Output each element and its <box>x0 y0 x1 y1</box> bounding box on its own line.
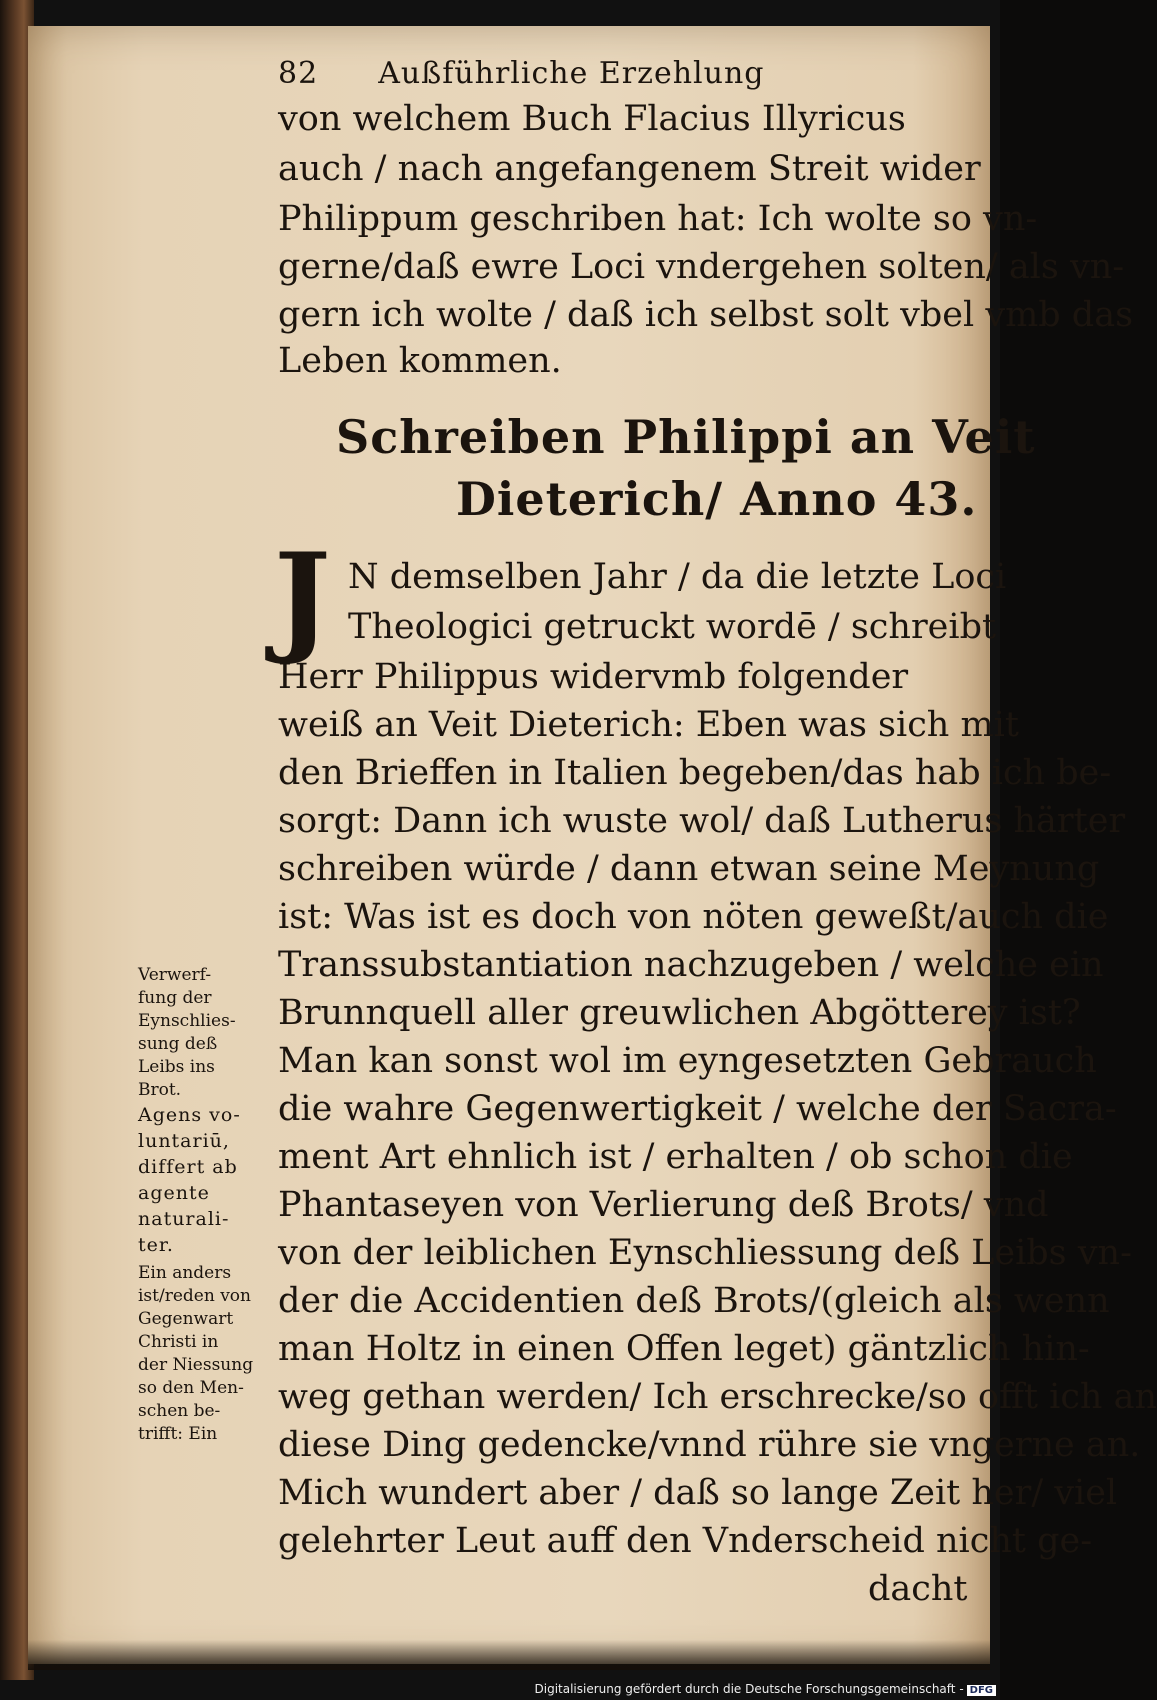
intro-line: gern ich wolte / daß ich selbst solt vbel vmb das <box>278 295 1134 335</box>
marginal-note-line: schen be- <box>138 1401 221 1421</box>
body-line: Transsubstantiation nachzugeben / welche ein <box>278 945 1104 985</box>
body-line: gelehrter Leut auff den Vnderscheid nicht ge- <box>278 1521 1093 1561</box>
credit-text: Digitalisierung gefördert durch die Deutsche Forschungsgemeinschaft - <box>534 1682 964 1696</box>
body-line: der die Accidentien deß Brots/(gleich als wenn <box>278 1281 1110 1321</box>
body-line: diese Ding gedencke/vnnd rühre sie vngerne an. <box>278 1425 1141 1465</box>
marginal-note-line: Brot. <box>138 1080 182 1100</box>
running-header <box>278 56 764 91</box>
body-line: den Brieffen in Italien begeben/das hab ich be- <box>278 753 1112 793</box>
digitization-credit <box>535 1682 997 1696</box>
body-line: die wahre Gegenwertigkeit / welche der Sacra- <box>278 1089 1117 1129</box>
marginal-note-line: naturali- <box>138 1208 230 1230</box>
body-line: man Holtz in einen Offen leget) gäntzlich hin- <box>278 1329 1090 1369</box>
marginal-note-line: differt ab <box>138 1156 238 1178</box>
dfg-logo: DFG <box>967 1685 996 1696</box>
body-line: ist: Was ist es doch von nöten geweßt/auch die <box>278 897 1109 937</box>
running-title: Außführliche Erzehlung <box>378 56 765 91</box>
intro-line: Philippum geschriben hat: Ich wolte so vn- <box>278 199 1038 239</box>
body-line: von der leiblichen Eynschliessung deß Leibs vn- <box>278 1233 1132 1273</box>
marginal-note-line: fung der <box>138 988 212 1008</box>
body-line: Theologici getruckt wordē / schreibt <box>348 607 997 647</box>
marginal-note-line: trifft: Ein <box>138 1424 218 1444</box>
marginal-note-line: Verwerf- <box>138 965 212 985</box>
page-number: 82 <box>278 56 319 91</box>
body-line: sorgt: Dann ich wuste wol/ daß Lutherus härter <box>278 801 1126 841</box>
body-line: Mich wundert aber / daß so lange Zeit her/ viel <box>278 1473 1118 1513</box>
intro-line: von welchem Buch Flacius Illyricus <box>278 99 906 139</box>
page-edge-shadow <box>28 1640 990 1670</box>
marginal-note-line: Christi in <box>138 1332 219 1352</box>
intro-line: auch / nach angefangenem Streit wider <box>278 149 981 189</box>
marginal-note-line: Ein anders <box>138 1263 232 1283</box>
marginal-note-line: so den Men- <box>138 1378 244 1398</box>
body-line: Herr Philippus widervmb folgender <box>278 657 909 697</box>
marginal-note-line: Eynschlies- <box>138 1011 236 1031</box>
marginal-note-line: Agens vo- <box>138 1104 241 1126</box>
body-line: weiß an Veit Dieterich: Eben was sich mit <box>278 705 1019 745</box>
section-heading: Schreiben Philippi an Veit <box>336 410 1036 464</box>
intro-line: gerne/daß ewre Loci vndergehen solten/ als vn- <box>278 247 1125 287</box>
marginal-note-line: luntariū, <box>138 1130 230 1152</box>
drop-cap: J <box>274 527 331 668</box>
body-line: ment Art ehnlich ist / erhalten / ob schon die <box>278 1137 1073 1177</box>
intro-line: Leben kommen. <box>278 341 562 381</box>
marginal-note-line: ter. <box>138 1234 174 1256</box>
body-line: schreiben würde / dann etwan seine Meynung <box>278 849 1100 889</box>
body-line: Phantaseyen von Verlierung deß Brots/ vnd <box>278 1185 1049 1225</box>
marginal-note-line: sung deß <box>138 1034 218 1054</box>
marginal-note-line: Gegenwart <box>138 1309 234 1329</box>
marginal-note-line: Leibs ins <box>138 1057 215 1077</box>
body-line: weg gethan werden/ Ich erschrecke/so offt ich an <box>278 1377 1157 1417</box>
body-line: Brunnquell aller greuwlichen Abgötterey ist? <box>278 993 1081 1033</box>
marginal-note-line: agente <box>138 1182 210 1204</box>
body-line: Man kan sonst wol im eyngesetzten Gebrauch <box>278 1041 1097 1081</box>
section-heading-date: Dieterich/ Anno 43. <box>456 472 978 526</box>
catchword: dacht <box>868 1569 968 1609</box>
marginal-note-line: der Niessung <box>138 1355 254 1375</box>
body-line: N demselben Jahr / da die letzte Loci <box>348 557 1007 597</box>
marginal-note-line: ist/reden von <box>138 1286 251 1306</box>
